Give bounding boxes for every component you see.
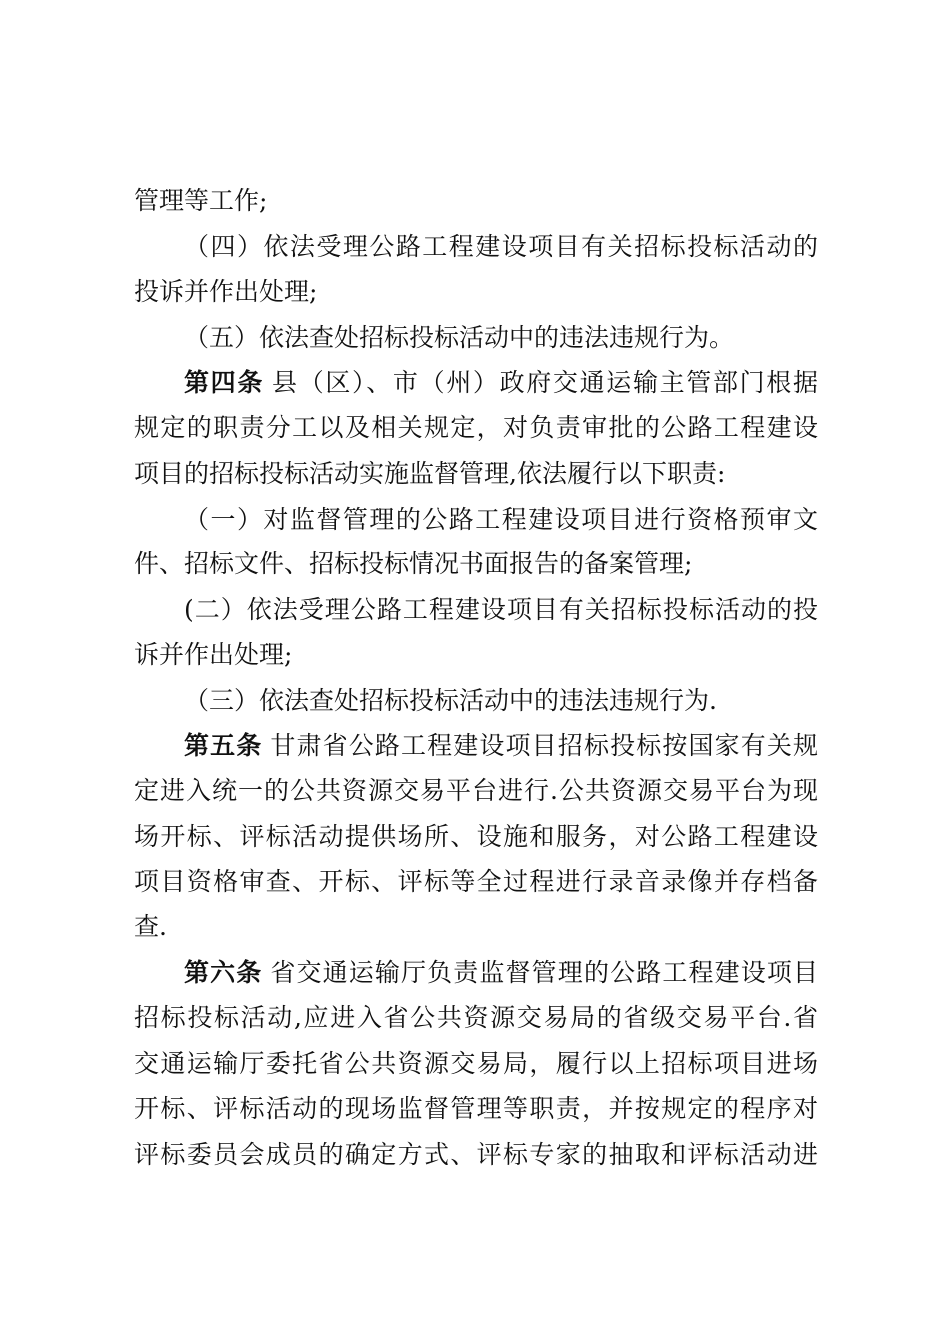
text-line: 定进入统一的公共资源交易平台进行.公共资源交易平台为现 — [134, 776, 818, 805]
text-line: 管理等工作; — [134, 186, 268, 215]
text-line: 件、招标文件、招标投标情况书面报告的备案管理; — [134, 549, 693, 578]
text-line: （三）依法查处招标投标活动中的违法违规行为. — [184, 686, 717, 715]
text-line: 项目资格审查、开标、评标等全过程进行录音录像并存档备 — [134, 867, 818, 896]
text-line: 评标委员会成员的确定方式、评标专家的抽取和评标活动进 — [134, 1140, 818, 1169]
article-heading-line — [184, 957, 818, 989]
text-line: 规定的职责分工以及相关规定，对负责审批的公路工程建设 — [134, 413, 818, 442]
article-heading-line — [184, 730, 818, 762]
article-number: 第六条 — [184, 958, 263, 987]
text-line: 诉并作出处理; — [134, 640, 293, 669]
text-line: (二）依法受理公路工程建设项目有关招标投标活动的投 — [184, 595, 818, 624]
article-text: 县（区）、市（州）政府交通运输主管部门根据 — [272, 368, 818, 397]
article-text: 甘肃省公路工程建设项目招标投标按国家有关规 — [270, 731, 818, 760]
article-number: 第五条 — [184, 731, 263, 760]
text-line: （五）依法查处招标投标活动中的违法违规行为。 — [184, 323, 735, 352]
text-line: 开标、评标活动的现场监督管理等职责，并按规定的程序对 — [134, 1094, 818, 1123]
article-number: 第四条 — [184, 368, 265, 397]
text-line: 项目的招标投标活动实施监督管理,依法履行以下职责: — [134, 459, 726, 488]
text-line: （四）依法受理公路工程建设项目有关招标投标活动的 — [184, 232, 818, 261]
article-heading-line — [184, 367, 818, 399]
text-line: 查. — [134, 912, 167, 941]
text-line: 招标投标活动,应进入省公共资源交易局的省级交易平台.省 — [134, 1003, 818, 1032]
text-line: 投诉并作出处理; — [134, 277, 318, 306]
text-line: （一）对监督管理的公路工程建设项目进行资格预审文 — [184, 505, 818, 534]
text-line: 交通运输厅委托省公共资源交易局，履行以上招标项目进场 — [134, 1049, 818, 1078]
text-line: 场开标、评标活动提供场所、设施和服务，对公路工程建设 — [134, 822, 818, 851]
article-text: 省交通运输厅负责监督管理的公路工程建设项目 — [270, 958, 818, 987]
